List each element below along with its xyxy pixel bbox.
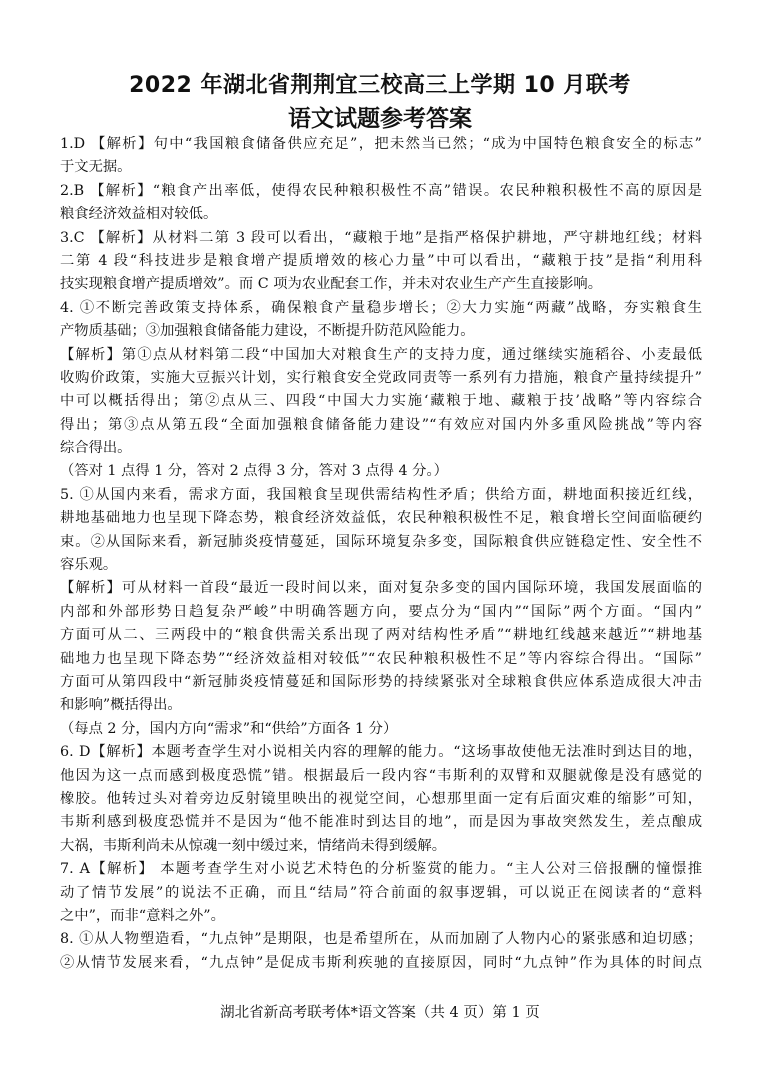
document-title: 2022 年湖北省荆荆宜三校高三上学期 10 月联考	[129, 73, 631, 98]
text-line: 韦斯利感到极度恐慌并不是因为“他不能准时到达目的地”，而是因为事故突然发生，差点酿成	[60, 814, 702, 831]
text-line: 束。②从国际来看，新冠肺炎疫情蔓延，国际环境复杂多变，国际粮食供应链稳定性、安全性不	[60, 533, 702, 550]
text-line: 8. ①从人物塑造看，“九点钟”是期限，也是希望所在，从而加剧了人物内心的紧张感和迫切感；	[60, 931, 702, 948]
text-line: 之中”，而非“意料之外”。	[60, 907, 225, 924]
text-line: 2.B 【解析】“粮食产出率低，使得农民种粮积极性不高”错误。农民种粮积极性不高的原因是	[60, 182, 702, 199]
document-subtitle: 语文试题参考答案	[288, 106, 472, 132]
text-line: 4. ①不断完善政策支持体系，确保粮食产量稳步增长；②大力实施“两藏”战略，夯实粮食生	[60, 299, 702, 316]
text-line: 耕地基础地力也呈现下降态势，粮食经济效益低，农民种粮积极性不足，粮食增长空间面临硬约	[60, 510, 702, 527]
text-line: 他因为这一点而感到极度恐慌”错。根据最后一段内容“韦斯利的双臂和双腿就像是没有感觉的	[60, 767, 702, 784]
text-line: 3.C 【解析】从材料二第 3 段可以看出，“藏粮于地”是指严格保护耕地，严守耕地红线；材料	[60, 229, 702, 246]
text-line: 得出；第③点从第五段“全面加强粮食储备能力建设”“有效应对国内外多重风险挑战”等内容	[60, 416, 702, 433]
text-line: 中可以概括得出；第②点从三、四段“中国大力实施‘藏粮于地、藏粮于技’战略”等内容综合	[60, 393, 702, 410]
text-line: 容乐观。	[60, 557, 118, 574]
text-line: 【解析】可从材料一首段“最近一段时间以来，面对复杂多变的国内国际环境，我国发展面临的	[60, 580, 702, 597]
text-line: 综合得出。	[60, 440, 132, 457]
text-line: 粮食经济效益相对较低。	[60, 206, 218, 223]
text-line: 动了情节发展”的说法不正确，而且“结局”符合前面的叙事逻辑，可以说正在阅读者的“意料	[60, 884, 702, 901]
text-line: 5. ①从国内来看，需求方面，我国粮食呈现供需结构性矛盾；供给方面，耕地面积接近红线，	[60, 486, 702, 503]
text-line: ②从情节发展来看，“九点钟”是促成韦斯利疾驰的直接原因，同时“九点钟”作为具体的时间点	[60, 954, 702, 971]
text-line: 橡胶。他转过头对着旁边反射镜里映出的视觉空间，心想那里面一定有后面灾难的缩影”可知，	[60, 790, 702, 807]
answer-body	[60, 133, 702, 975]
text-line: （答对 1 点得 1 分，答对 2 点得 3 分，答对 3 点得 4 分。）	[60, 463, 448, 480]
text-line: 【解析】第①点从材料第二段“中国加大对粮食生产的支持力度，通过继续实施稻谷、小麦最低	[60, 346, 702, 363]
text-line: 和影响”概括得出。	[60, 697, 182, 714]
text-line: 方面可从二、三两段中的“粮食供需关系出现了两对结构性矛盾”“耕地红线越来越近”“耕地基	[60, 627, 702, 644]
text-line: 于文无据。	[60, 159, 132, 176]
text-line: （每点 2 分，国内方向“需求”和“供给”方面各 1 分）	[60, 720, 398, 737]
text-line: 方面可从第四段中“新冠肺炎疫情蔓延和国际形势的持续紧张对全球粮食供应体系造成很大冲击	[60, 673, 702, 690]
text-line: 7. A【解析】 本题考查学生对小说艺术特色的分析鉴赏的能力。“主人公对三倍报酬的憧憬推	[60, 861, 702, 878]
text-line: 技实现粮食增产提质增效”。而 C 项为农业配套工作，并未对农业生产产生直接影响。	[60, 276, 603, 293]
text-line: 内部和外部形势日趋复杂严峻”中明确答题方向，要点分为“国内”“国际”两个方面。“国内”	[60, 603, 702, 620]
text-line: 产物质基础；③加强粮食储备能力建设，不断提升防范风险能力。	[60, 323, 475, 340]
text-line: 6. D【解析】本题考查学生对小说相关内容的理解的能力。“这场事故使他无法准时到达目的地，	[60, 744, 702, 761]
text-line: 1.D 【解析】句中“我国粮食储备供应充足”，把未然当已然；“成为中国特色粮食安全的标志”	[60, 136, 702, 152]
page-footer: 湖北省新高考联考体*语文答案（共 4 页）第 1 页	[220, 1005, 540, 1021]
text-line: 大祸，韦斯利尚未从惊魂一刻中缓过来，情绪尚未得到缓解。	[60, 837, 447, 854]
text-line: 收购价政策，实施大豆振兴计划，实行粮食安全党政同责等一系列有力措施，粮食产量持续提升”	[60, 369, 702, 386]
text-line: 础地力也呈现下降态势”“经济效益相对较低”“农民种粮积极性不足”等内容综合得出。“国际”	[60, 650, 702, 667]
text-line: 二第 4 段“科技进步是粮食增产提质增效的核心力量”中可以看出，“藏粮于技”是指“利用科	[60, 252, 702, 269]
